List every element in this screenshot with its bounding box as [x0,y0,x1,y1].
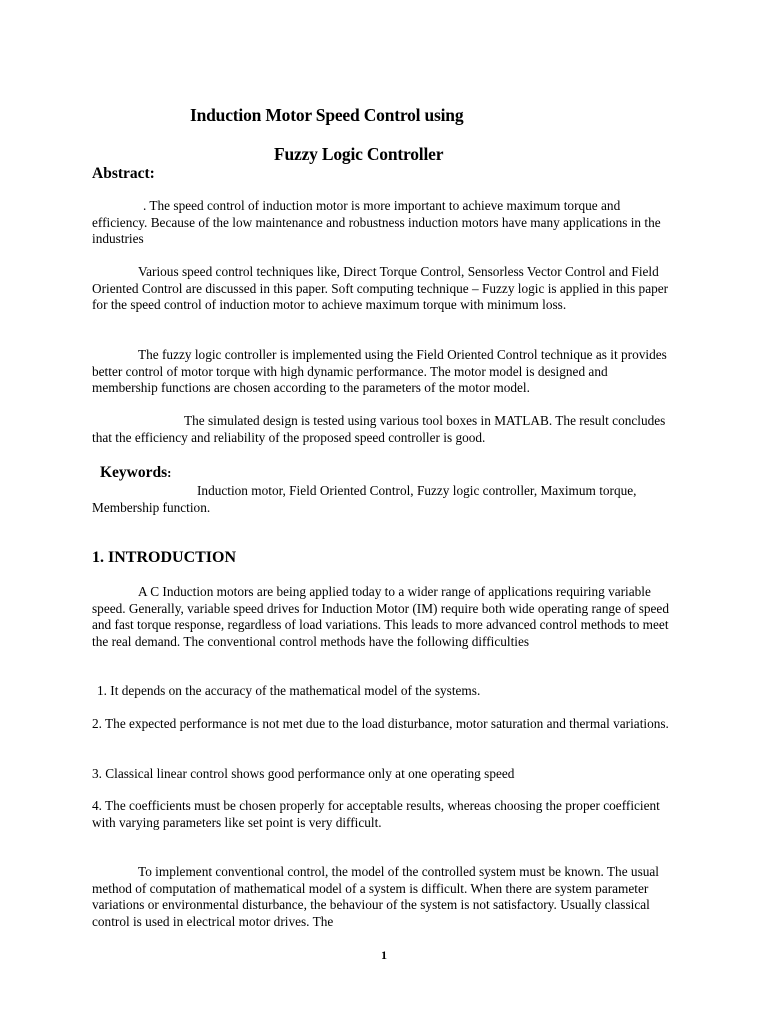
abstract-paragraph-4: The simulated design is tested using various tool boxes in MATLAB. The result concludes that the efficiency and reliability of the proposed speed controller is good. [92,413,666,445]
keywords-text: Induction motor, Field Oriented Control, Fuzzy logic controller, Maximum torque, Membership function. [92,483,637,515]
abstract-paragraph-3: The fuzzy logic controller is implemented using the Field Oriented Control technique as it provides better control of motor torque with high dynamic performance. The motor model is designed and membership functions are chosen according to the parameters of the motor model. [92,347,667,396]
introduction-paragraph-1: A C Induction motors are being applied today to a wider range of applications requiring variable speed. Generally, variable speed drives for Induction Motor (IM) require both wide operating range of speed and fast torque response, regardless of load variations. This leads to more advanced control methods to meet the real demand. The conventional control methods have the following difficulties [92,584,669,649]
paper-title-line-1: Induction Motor Speed Control using [190,105,464,125]
difficulty-item-2: 2. The expected performance is not met due to the load disturbance, motor saturation and thermal variations. [92,716,669,731]
difficulty-item-3: 3. Classical linear control shows good performance only at one operating speed [92,766,515,781]
keywords-label: Keywords [100,464,168,481]
keywords-heading [100,464,172,482]
paper-title-line-2: Fuzzy Logic Controller [274,144,444,164]
difficulty-item-4: 4. The coefficients must be chosen properly for acceptable results, whereas choosing the proper coefficient with varying parameters like set point is very difficult. [92,798,660,830]
keywords-colon: : [167,465,172,480]
difficulty-item-1: 1. It depends on the accuracy of the mathematical model of the systems. [97,683,481,698]
page-number: 1 [381,948,387,962]
abstract-paragraph-2: Various speed control techniques like, Direct Torque Control, Sensorless Vector Control and Field Oriented Control are discussed in this paper. Soft computing technique – Fuzzy logic is applied in this paper for the speed control of induction motor to achieve maximum torque with minimum loss. [92,264,669,313]
introduction-paragraph-2: To implement conventional control, the model of the controlled system must be known. The usual method of computation of mathematical model of a system is difficult. When there are system parameter variations or environmental disturbance, the behaviour of the system is not satisfactory. Usually classical control is used in electrical motor drives. The [92,864,659,929]
abstract-paragraph-1: . The speed control of induction motor is more important to achieve maximum torque and efficiency. Because of the low maintenance and robustness induction motors have many applications in the industries [92,198,661,247]
introduction-heading: 1. INTRODUCTION [92,549,237,566]
abstract-heading: Abstract: [92,165,155,182]
